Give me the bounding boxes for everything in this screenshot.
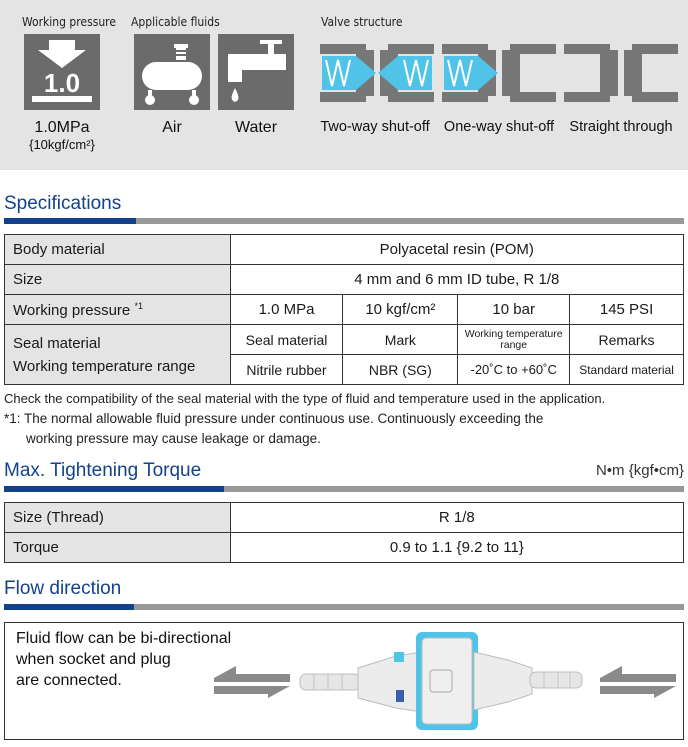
working-temperature-label: Working temperature range <box>13 357 196 375</box>
flow-line-2: when socket and plug <box>16 651 171 668</box>
pressure-gauge-icon <box>24 34 100 110</box>
one-way-shutoff-icon <box>440 40 558 106</box>
working-pressure-cell <box>5 295 231 325</box>
table-row <box>5 533 684 563</box>
table-row <box>5 325 684 355</box>
body-material-value: Polyacetal resin (POM) <box>230 235 683 265</box>
valve-structure-caption: Valve structure <box>321 15 403 29</box>
thread-size-value: R 1/8 <box>230 503 683 533</box>
size-value: 4 mm and 6 mm ID tube, R 1/8 <box>230 265 683 295</box>
flow-line-1: Fluid flow can be bi-directional <box>16 630 232 647</box>
applicable-fluids-caption: Applicable fluids <box>131 15 220 29</box>
table-row <box>5 503 684 533</box>
footnote-1-line1: *1: The normal allowable fluid pressure under continuous use. Continuously exceeding the <box>4 411 544 426</box>
two-way-shutoff-icon <box>318 40 436 106</box>
two-way-shutoff-label: Two-way shut-off <box>320 119 430 135</box>
pressure-bar: 10 bar <box>458 295 570 325</box>
flow-direction-title: Flow direction <box>4 578 122 599</box>
table-row <box>5 265 684 295</box>
seal-value-material: Nitrile rubber <box>230 355 343 385</box>
seal-value-remarks: Standard material <box>570 355 684 385</box>
pressure-value-kgf: {10kgf/cm²} <box>29 137 95 152</box>
seal-value-temperature: -20˚C to +60˚C <box>458 355 570 385</box>
flow-direction-rule <box>4 604 684 610</box>
thread-size-label: Size (Thread) <box>5 503 231 533</box>
body-material-label: Body material <box>5 235 231 265</box>
torque-rule <box>4 486 684 492</box>
table-row <box>5 295 684 325</box>
specifications-rule <box>4 218 684 224</box>
water-faucet-icon <box>218 34 294 110</box>
straight-through-icon <box>562 40 680 106</box>
pressure-icon-value: 1.0 <box>43 68 81 98</box>
seal-header-mark: Mark <box>343 325 458 355</box>
specifications-table <box>4 234 684 385</box>
working-pressure-caption: Working pressure <box>22 15 116 29</box>
one-way-shutoff-label: One-way shut-off <box>443 119 555 135</box>
working-pressure-label: Working pressure <box>13 301 131 319</box>
specifications-title: Specifications <box>4 193 122 214</box>
flow-arrow-left-icon <box>212 664 292 704</box>
seal-header-material: Seal material <box>230 325 343 355</box>
size-label: Size <box>5 265 231 295</box>
table-row <box>5 235 684 265</box>
torque-label: Torque <box>5 533 231 563</box>
torque-title: Max. Tightening Torque <box>4 460 202 481</box>
footnote-1-line2: working pressure may cause leakage or damage. <box>26 431 321 446</box>
torque-unit: N•m {kgf•cm} <box>595 462 684 479</box>
compatibility-note: Check the compatibility of the seal material with the type of fluid and temperature used in the application. <box>4 391 606 406</box>
torque-table <box>4 502 684 563</box>
pressure-mpa: 1.0 MPa <box>230 295 343 325</box>
coupler-illustration-icon <box>298 628 586 734</box>
flow-description <box>16 628 231 691</box>
fluid-air-label: Air <box>162 119 182 136</box>
pressure-psi: 145 PSI <box>570 295 684 325</box>
fluid-water-label: Water <box>234 119 278 136</box>
straight-through-label: Straight through <box>569 119 673 135</box>
air-compressor-icon <box>134 34 210 110</box>
torque-value: 0.9 to 1.1 {9.2 to 11} <box>230 533 683 563</box>
seal-material-label: Seal material <box>13 334 101 352</box>
pressure-value-mpa: 1.0MPa <box>34 119 90 136</box>
seal-header-remarks: Remarks <box>570 325 684 355</box>
pressure-kgf: 10 kgf/cm² <box>343 295 458 325</box>
working-pressure-note-mark: *1 <box>134 300 143 311</box>
flow-line-3: are connected. <box>16 672 122 689</box>
seal-material-cell <box>5 325 231 385</box>
seal-value-mark: NBR (SG) <box>343 355 458 385</box>
flow-arrow-right-icon <box>598 664 678 704</box>
seal-header-temperature: Working temperature range <box>458 325 570 355</box>
